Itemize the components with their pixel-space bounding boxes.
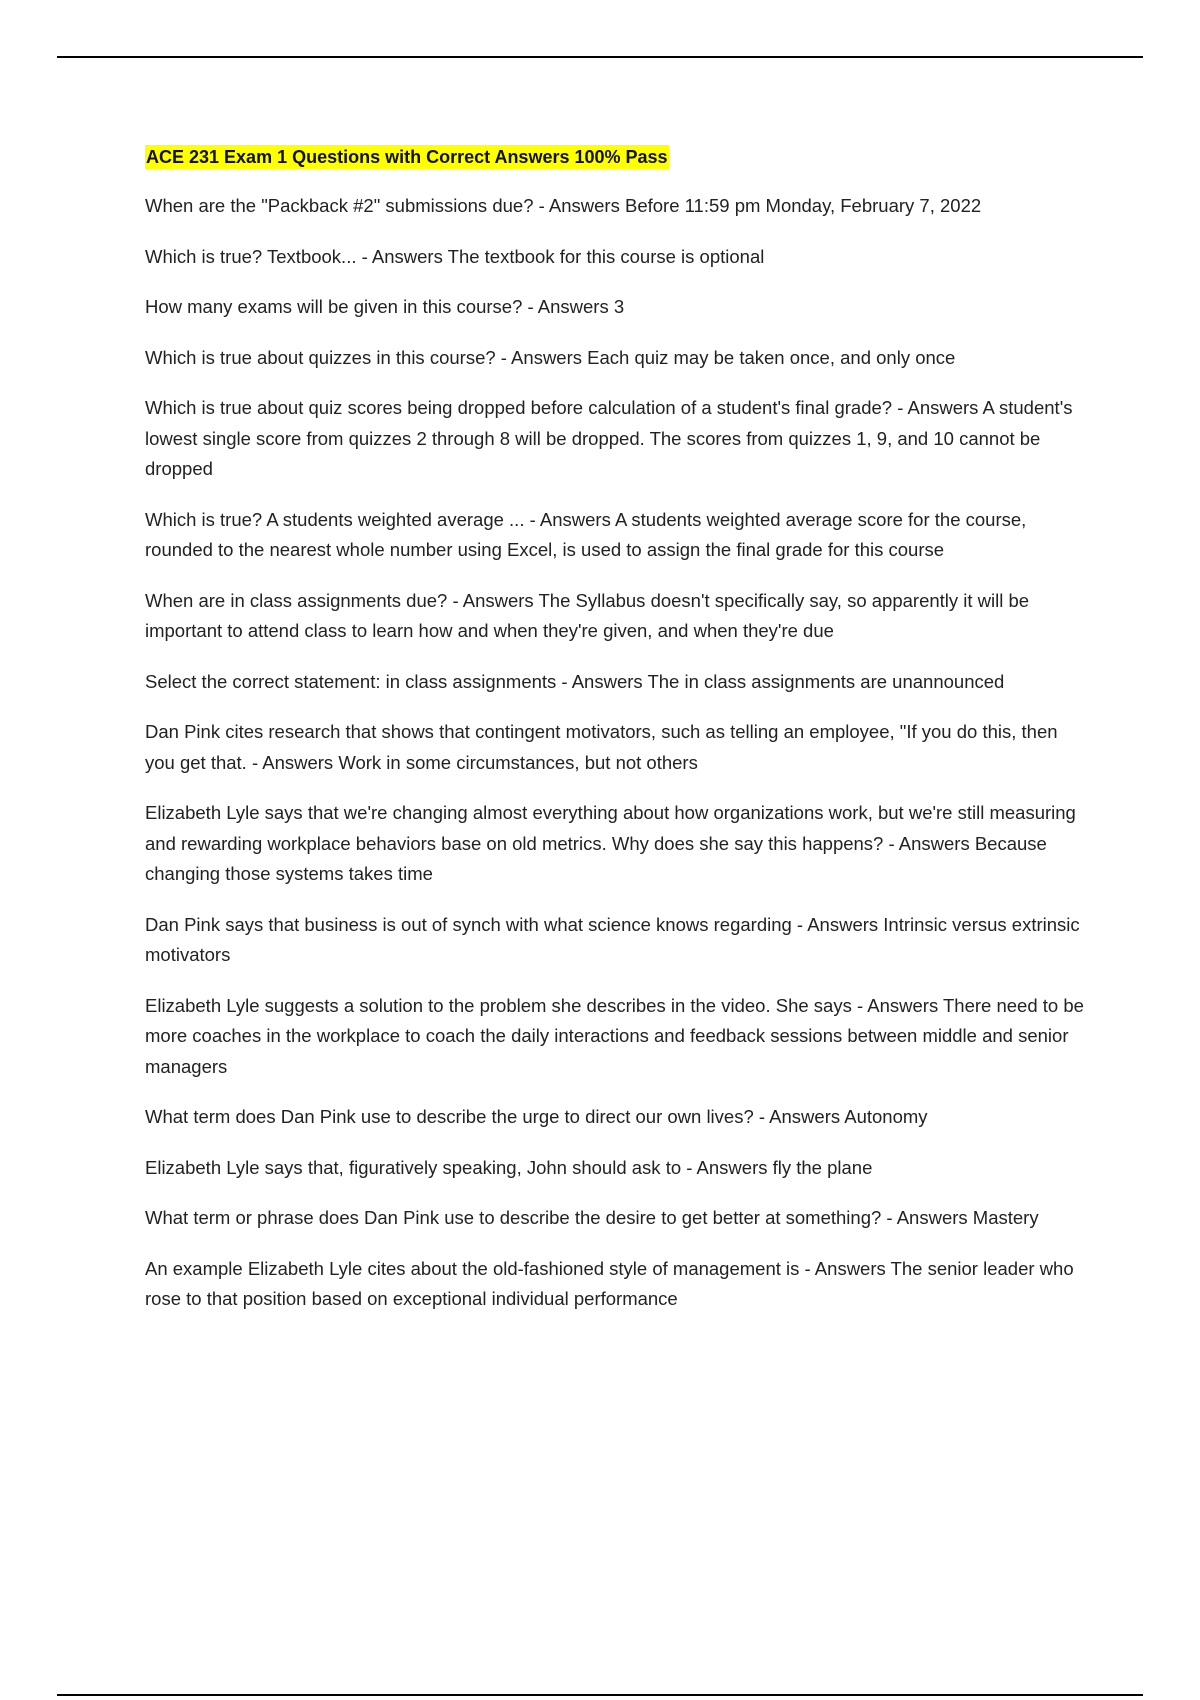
qa-item: Which is true about quiz scores being dropped before calculation of a student's final grade? - Answers A student's lowest single score from quizzes 2 through 8 will be dropped. The scores from quizzes 1, 9, and 10 cannot be dropped bbox=[145, 397, 1073, 479]
document-body bbox=[145, 145, 1090, 1335]
qa-item: Which is true about quizzes in this course? - Answers Each quiz may be taken once, and only once bbox=[145, 346, 956, 368]
qa-list bbox=[145, 191, 1090, 1315]
qa-item: When are in class assignments due? - Answers The Syllabus doesn't specifically say, so apparently it will be important to attend class to learn how and when they're given, and when they're due bbox=[145, 589, 1030, 641]
document-title: ACE 231 Exam 1 Questions with Correct Answers 100% Pass bbox=[146, 147, 668, 167]
qa-item: Which is true? A students weighted average ... - Answers A students weighted average score for the course, rounded to the nearest whole number using Excel, is used to assign the final grade for this course bbox=[145, 508, 1027, 560]
qa-item: Elizabeth Lyle says that, figuratively speaking, John should ask to - Answers fly the plane bbox=[145, 1156, 873, 1178]
qa-item: Elizabeth Lyle suggests a solution to the problem she describes in the video. She says - Answers There need to be more coaches in the workplace to coach the daily interactions and feedback sessions between middle and senior managers bbox=[145, 994, 1084, 1077]
qa-item: Dan Pink says that business is out of synch with what science knows regarding - Answers Intrinsic versus extrinsic motivators bbox=[145, 913, 1080, 965]
qa-item: An example Elizabeth Lyle cites about the old-fashioned style of management is - Answers The senior leader who rose to that position based on exceptional individual performance bbox=[145, 1257, 1074, 1309]
top-rule bbox=[57, 56, 1143, 58]
qa-item: Select the correct statement: in class assignments - Answers The in class assignments are unannounced bbox=[145, 670, 1005, 692]
qa-item: Dan Pink cites research that shows that contingent motivators, such as telling an employee, "If you do this, then you get that. - Answers Work in some circumstances, but not others bbox=[145, 721, 1058, 773]
bottom-rule bbox=[57, 1694, 1143, 1696]
qa-item: How many exams will be given in this course? - Answers 3 bbox=[145, 296, 625, 317]
qa-item: When are the "Packback #2" submissions due? - Answers Before 11:59 pm Monday, February 7, 2022 bbox=[145, 195, 982, 216]
qa-item: Which is true? Textbook... - Answers The textbook for this course is optional bbox=[145, 245, 765, 267]
qa-item: What term does Dan Pink use to describe the urge to direct our own lives? - Answers Autonomy bbox=[145, 1106, 928, 1127]
qa-item: What term or phrase does Dan Pink use to describe the desire to get better at something? - Answers Mastery bbox=[145, 1207, 1039, 1228]
qa-item: Elizabeth Lyle says that we're changing almost everything about how organizations work, but we're still measuring and rewarding workplace behaviors base on old metrics. Why does she say this happens? - Answers Because changing those systems takes time bbox=[145, 802, 1076, 884]
